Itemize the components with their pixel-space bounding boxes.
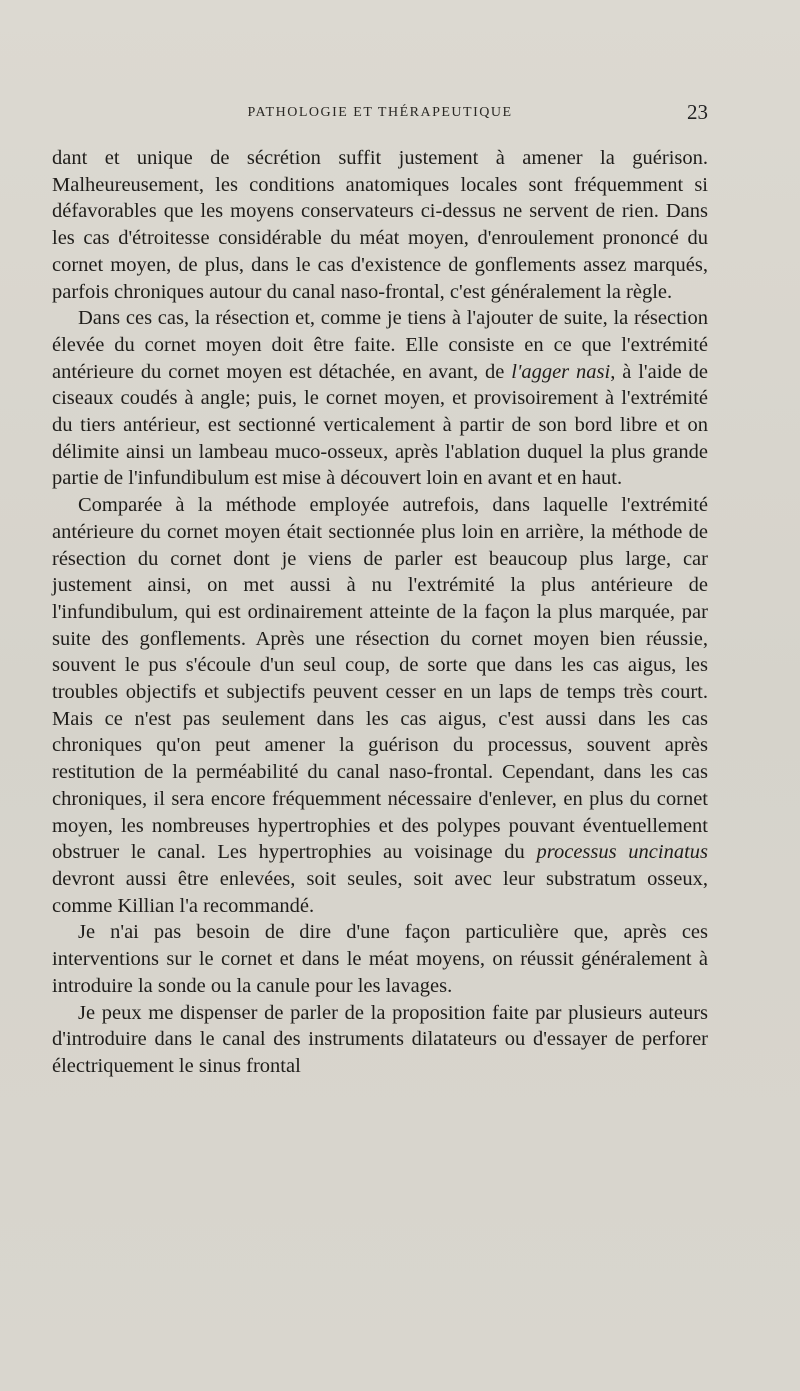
running-title: PATHOLOGIE ET THÉRAPEUTIQUE [247,105,513,120]
paragraph-2-text-a: Dans ces cas, la résection et, comme je tiens à l'ajouter de suite, la résection élevée du cornet moyen doit être faite. Elle consiste en ce que l'extrémité antérieure du cornet moyen est détachée, en avant, de [52,307,708,383]
paragraph-2-text-b: , à l'aide de ciseaux coudés à angle; puis, le cornet moyen, et provisoirement à l'extrémité du tiers antérieur, est sectionné verticalement à partir de son bord libre et on délimite ainsi un lambeau muco-osseux, après l'ablation duquel la plus grande partie de l'infundibulum est mise à découvert loin en avant et en haut. [52,360,708,490]
paragraph-3 [52,492,708,919]
paragraph-2 [52,305,708,492]
paragraph-5: Je peux me dispenser de parler de la proposition faite par plusieurs auteurs d'introduire dans le canal des instruments dilatateurs ou d'essayer de perforer électriquement le sinus frontal [52,1001,708,1077]
paragraph-1: dant et unique de sécrétion suffit justement à amener la guérison. Malheureusement, les conditions anatomiques locales sont fréquemment si défavorables que les moyens conservateurs ci-dessus ne servent de rien. Dans les cas d'étroitesse considérable du méat moyen, d'enroulement prononcé du cornet moyen, de plus, dans le cas d'existence de gonflements assez marqués, parfois chroniques autour du canal naso-frontal, c'est généralement la règle. [52,147,708,303]
paragraph-4: Je n'ai pas besoin de dire d'une façon particulière que, après ces interventions sur le cornet et dans le méat moyens, on réussit généralement à introduire la sonde ou la canule pour les lavages. [52,921,708,997]
page-number: 23 [687,100,708,124]
text-body [52,145,708,1080]
running-head [52,100,708,126]
paragraph-2-italic: l'agger nasi [511,360,611,383]
paragraph-3-text-b: devront aussi être enlevées, soit seules, soit avec leur substratum osseux, comme Killian l'a recommandé. [52,867,708,917]
paragraph-3-text-a: Comparée à la méthode employée autrefois, dans laquelle l'extrémité antérieure du cornet moyen était sectionnée plus loin en arrière, la méthode de résection du cornet dont je viens de parler est beaucoup plus large, car justement ainsi, on met aussi à nu l'extrémité la plus antérieure de l'infundibulum, qui est ordinairement atteinte de la façon la plus marquée, par suite des gonflements. Après une résection du cornet moyen bien réussie, souvent le pus s'écoule d'un seul coup, de sorte que dans les cas aigus, les troubles objectifs et subjectifs peuvent cesser en un laps de temps très court. Mais ce n'est pas seulement dans les cas aigus, c'est aussi dans les cas chroniques qu'on peut amener la guérison du processus, souvent après restitution de la perméabilité du canal naso-frontal. Cependant, dans les cas chroniques, il sera encore fréquemment nécessaire d'enlever, en plus du cornet moyen, les nombreuses hypertrophies et des polypes pouvant éventuellement obstruer le canal. Les hypertrophies au voisinage du [52,494,708,864]
paragraph-3-italic: processus uncinatus [536,841,708,864]
